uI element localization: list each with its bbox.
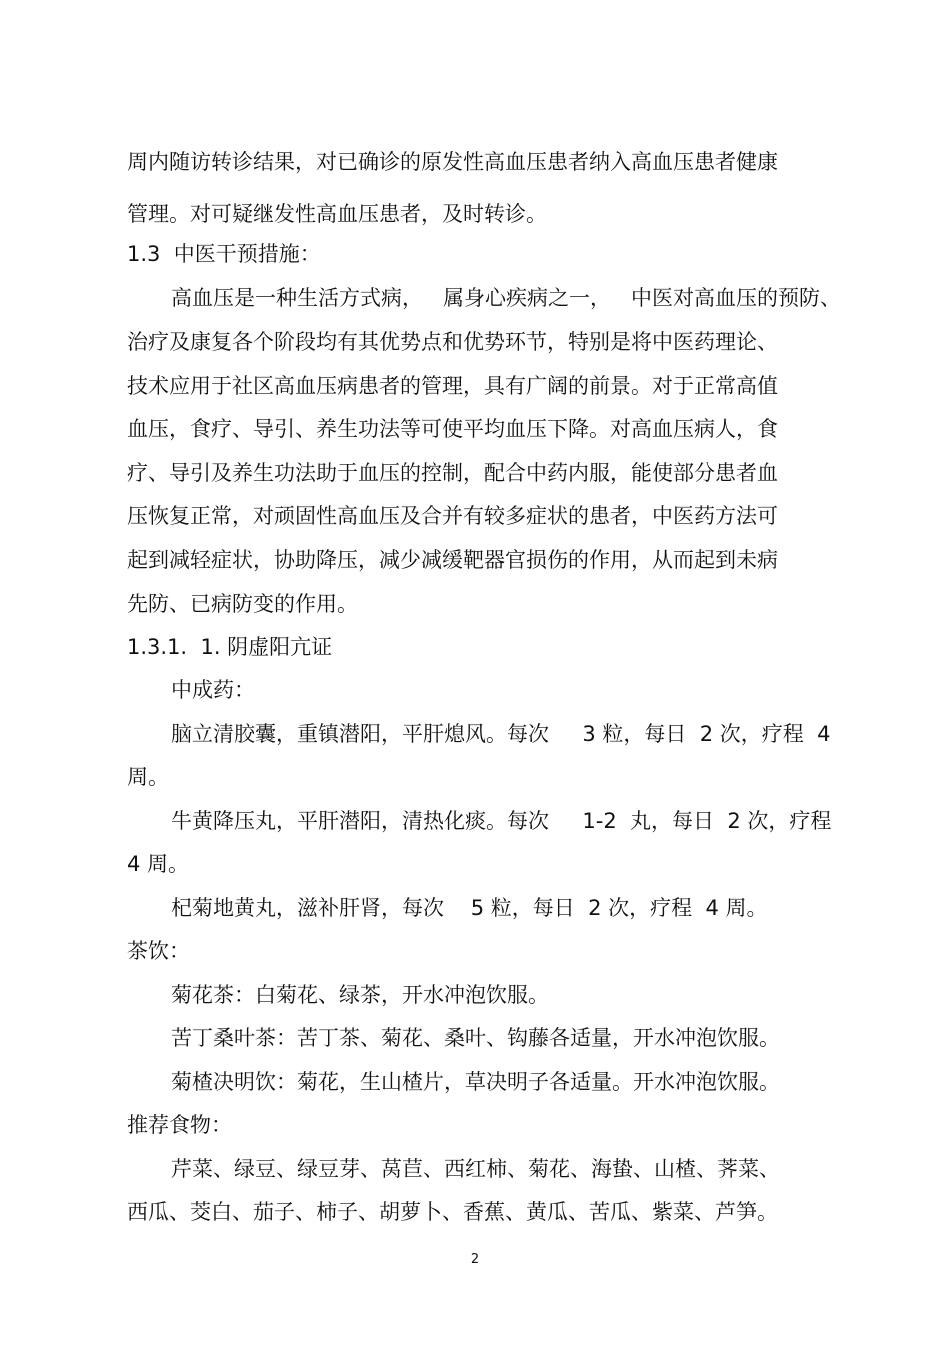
subheading-recommended-food: 推荐食物： bbox=[127, 1113, 232, 1137]
body-text-line-7: 疗、导引及养生功法助于血压的控制，配合中药内服，能使部分患者血 bbox=[127, 461, 778, 485]
food-list-line-2: 西瓜、茭白、茄子、柿子、胡萝卜、香蕉、黄瓜、苦瓜、紫菜、芦笋。 bbox=[127, 1200, 778, 1224]
medicine-item-3: 杞菊地黄丸，滋补肝肾，每次 5 粒，每日 2 次，疗程 4 周。 bbox=[171, 896, 768, 920]
page-number: 2 bbox=[470, 1252, 480, 1267]
tea-item-3: 菊楂决明饮：菊花，生山楂片，草决明子各适量。开水冲泡饮服。 bbox=[171, 1070, 780, 1094]
body-text-line-9: 起到减轻症状，协助降压，减少减缓靶器官损伤的作用，从而起到未病 bbox=[127, 548, 778, 572]
medicine-item-1: 脑立清胶囊，重镇潜阳，平肝熄风。每次 3 粒，每日 2 次，疗程 4 bbox=[171, 722, 831, 746]
medicine-item-2: 牛黄降压丸，平肝潜阳，清热化痰。每次 1-2 丸，每日 2 次，疗程 bbox=[171, 809, 832, 833]
body-text-line-3: 高血压是一种生活方式病， 属身心疾病之一， 中医对高血压的预防、 bbox=[171, 286, 842, 310]
body-text-line-5: 技术应用于社区高血压病患者的管理，具有广阔的前景。对于正常高值 bbox=[127, 374, 778, 398]
food-list-line-1: 芹菜、绿豆、绿豆芽、莴苣、西红柿、菊花、海蛰、山楂、荠菜、 bbox=[171, 1157, 780, 1181]
body-text-line-8: 压恢复正常，对顽固性高血压及合并有较多症状的患者，中医药方法可 bbox=[127, 504, 778, 528]
body-text-line-10: 先防、已病防变的作用。 bbox=[127, 592, 358, 616]
tea-item-1: 菊花茶：白菊花、绿茶，开水冲泡饮服。 bbox=[171, 983, 549, 1007]
tea-item-2: 苦丁桑叶茶：苦丁茶、菊花、桑叶、钩藤各适量，开水冲泡饮服。 bbox=[171, 1026, 780, 1050]
section-heading-1-3-1: 1.3.1. 1. 阴虚阳亢证 bbox=[127, 635, 333, 659]
section-heading-1-3: 1.3 中医干预措施： bbox=[127, 242, 321, 266]
body-text-line-4: 治疗及康复各个阶段均有其优势点和优势环节，特别是将中医药理论、 bbox=[127, 330, 778, 354]
subheading-patent-medicine: 中成药： bbox=[171, 678, 255, 702]
body-text-line-2: 管理。对可疑继发性高血压患者，及时转诊。 bbox=[127, 202, 547, 226]
medicine-item-2-cont: 4 周。 bbox=[127, 852, 190, 876]
medicine-item-1-cont: 周。 bbox=[127, 765, 169, 789]
subheading-tea: 茶饮： bbox=[127, 939, 190, 963]
body-text-line-6: 血压，食疗、导引、养生功法等可使平均血压下降。对高血压病人，食 bbox=[127, 417, 778, 441]
body-text-line-1: 周内随访转诊结果，对已确诊的原发性高血压患者纳入高血压患者健康 bbox=[127, 150, 778, 174]
